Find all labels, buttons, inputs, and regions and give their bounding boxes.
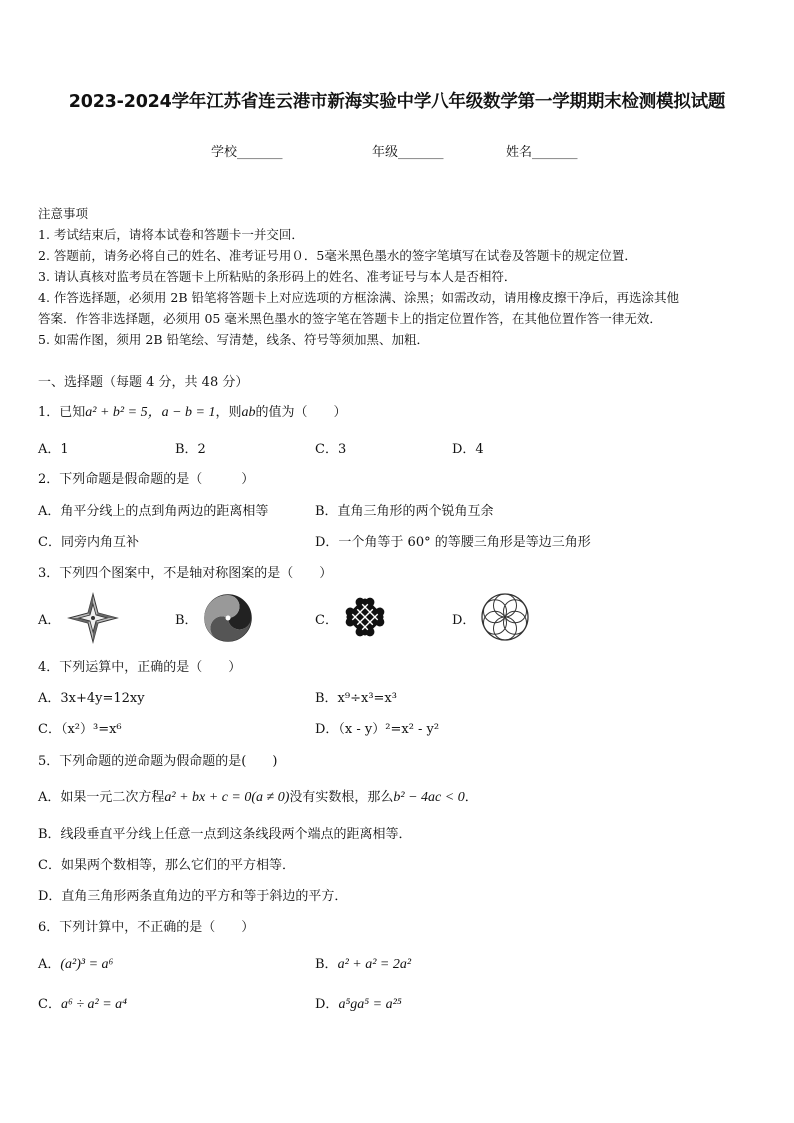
q3-option-c: C． [315, 613, 338, 628]
q1-math2: ab [241, 405, 256, 420]
note-item: 4. 作答选择题，必须用 2B 铅笔将答题卡上对应选项的方框涂满、涂黑；如需改动，请用橡皮擦干净后，再选涂其他 [38, 290, 679, 305]
note-item: 2. 答题前，请务必将自己的姓名、准考证号用０．5毫米黑色墨水的签字笔填写在试卷及答题卡的规定位置． [38, 248, 637, 263]
q1-option-c: C．3 [315, 442, 347, 457]
q5-option-a [38, 786, 478, 806]
question-6: 6．下列计算中，不正确的是（ ） [38, 920, 255, 935]
name-field: 姓名_______ [506, 145, 578, 160]
q6-d-label: D． [315, 997, 339, 1012]
q6-option-b [315, 953, 411, 973]
q4-option-c: C．（x²）³=x⁶ [38, 722, 122, 737]
note-item: 1. 考试结束后，请将本试卷和答题卡一并交回． [38, 227, 304, 242]
q5-option-d: D．直角三角形两条直角边的平方和等于斜边的平方． [38, 889, 348, 904]
question-3: 3．下列四个图案中，不是轴对称图案的是（ ） [38, 566, 333, 581]
q5-a-math2: b² − 4ac < 0 [393, 790, 465, 805]
q6-b-math: a² + a² = 2a² [337, 957, 412, 972]
q5-option-b: B．线段垂直平分线上任意一点到这条线段两个端点的距离相等． [38, 827, 412, 842]
note-item: 答案．作答非选择题，必须用 05 毫米黑色墨水的签字笔在答题卡上的指定位置作答，在其他位置作答一律无效． [38, 311, 662, 326]
yin-yang-swirl-icon [203, 593, 253, 643]
q5-a-math: a² + bx + c = 0(a ≠ 0) [164, 790, 290, 805]
section-heading: 一、选择题（每题 4 分，共 48 分） [38, 375, 249, 390]
note-item: 5. 如需作图，须用 2B 铅笔绘、写清楚，线条、符号等须加黑、加粗． [38, 332, 429, 347]
q5-a-pre: A．如果一元二次方程 [38, 790, 165, 805]
notes-heading: 注意事项 [38, 206, 89, 221]
q6-a-math: (a²)³ = a⁶ [60, 957, 114, 972]
flower-circle-icon [480, 592, 530, 642]
q1-pre: 1．已知 [38, 405, 86, 420]
q3-option-a: A． [38, 613, 61, 628]
grade-field: 年级_______ [372, 145, 444, 160]
q2-option-d: D．一个角等于 60° 的等腰三角形是等边三角形 [315, 535, 591, 550]
q6-option-c [38, 993, 127, 1013]
q6-option-a [38, 953, 113, 973]
q1-option-a: A．1 [38, 442, 69, 457]
school-field: 学校_______ [211, 145, 283, 160]
star-compass-icon [67, 592, 119, 644]
question-1 [38, 401, 347, 421]
q5-a-post: ． [464, 790, 478, 805]
question-4: 4．下列运算中，正确的是（ ） [38, 660, 242, 675]
q6-option-d [315, 993, 402, 1013]
q2-option-b: B．直角三角形的两个锐角互余 [315, 504, 494, 519]
q6-a-label: A． [38, 957, 61, 972]
q3-option-d: D． [452, 613, 476, 628]
q5-option-c: C．如果两个数相等，那么它们的平方相等． [38, 858, 295, 873]
q1-option-b: B．2 [175, 442, 206, 457]
q4-option-a: A．3x+4y=12xy [38, 691, 145, 706]
q1-math: a² + b² = 5，a − b = 1 [85, 405, 216, 420]
q6-b-label: B． [315, 957, 338, 972]
question-5: 5．下列命题的逆命题为假命题的是( ) [38, 754, 278, 769]
q2-option-a: A．角平分线上的点到角两边的距离相等 [38, 504, 269, 519]
page-title: 2023-2024学年江苏省连云港市新海实验中学八年级数学第一学期期末检测模拟试题 [68, 92, 726, 112]
q5-a-mid: 没有实数根，那么 [289, 790, 394, 805]
q3-option-b: B． [175, 613, 198, 628]
question-2: 2．下列命题是假命题的是（ ） [38, 472, 255, 487]
q4-option-d: D．（x - y）²=x² - y² [315, 722, 440, 737]
chinese-knot-icon [340, 592, 390, 642]
note-item: 3. 请认真核对监考员在答题卡上所粘贴的条形码上的姓名、准考证号与本人是否相符． [38, 269, 517, 284]
q1-mid: ，则 [215, 405, 242, 420]
q1-option-d: D．4 [452, 442, 484, 457]
q4-option-b: B．x⁹÷x³=x³ [315, 691, 397, 706]
q1-post: 的值为（ ） [255, 405, 347, 420]
q6-d-math: a⁵ga⁵ = a²⁵ [338, 997, 402, 1012]
q2-option-c: C．同旁内角互补 [38, 535, 139, 550]
q6-c-math: a⁶ ÷ a² = a⁴ [60, 997, 128, 1012]
q6-c-label: C． [38, 997, 61, 1012]
